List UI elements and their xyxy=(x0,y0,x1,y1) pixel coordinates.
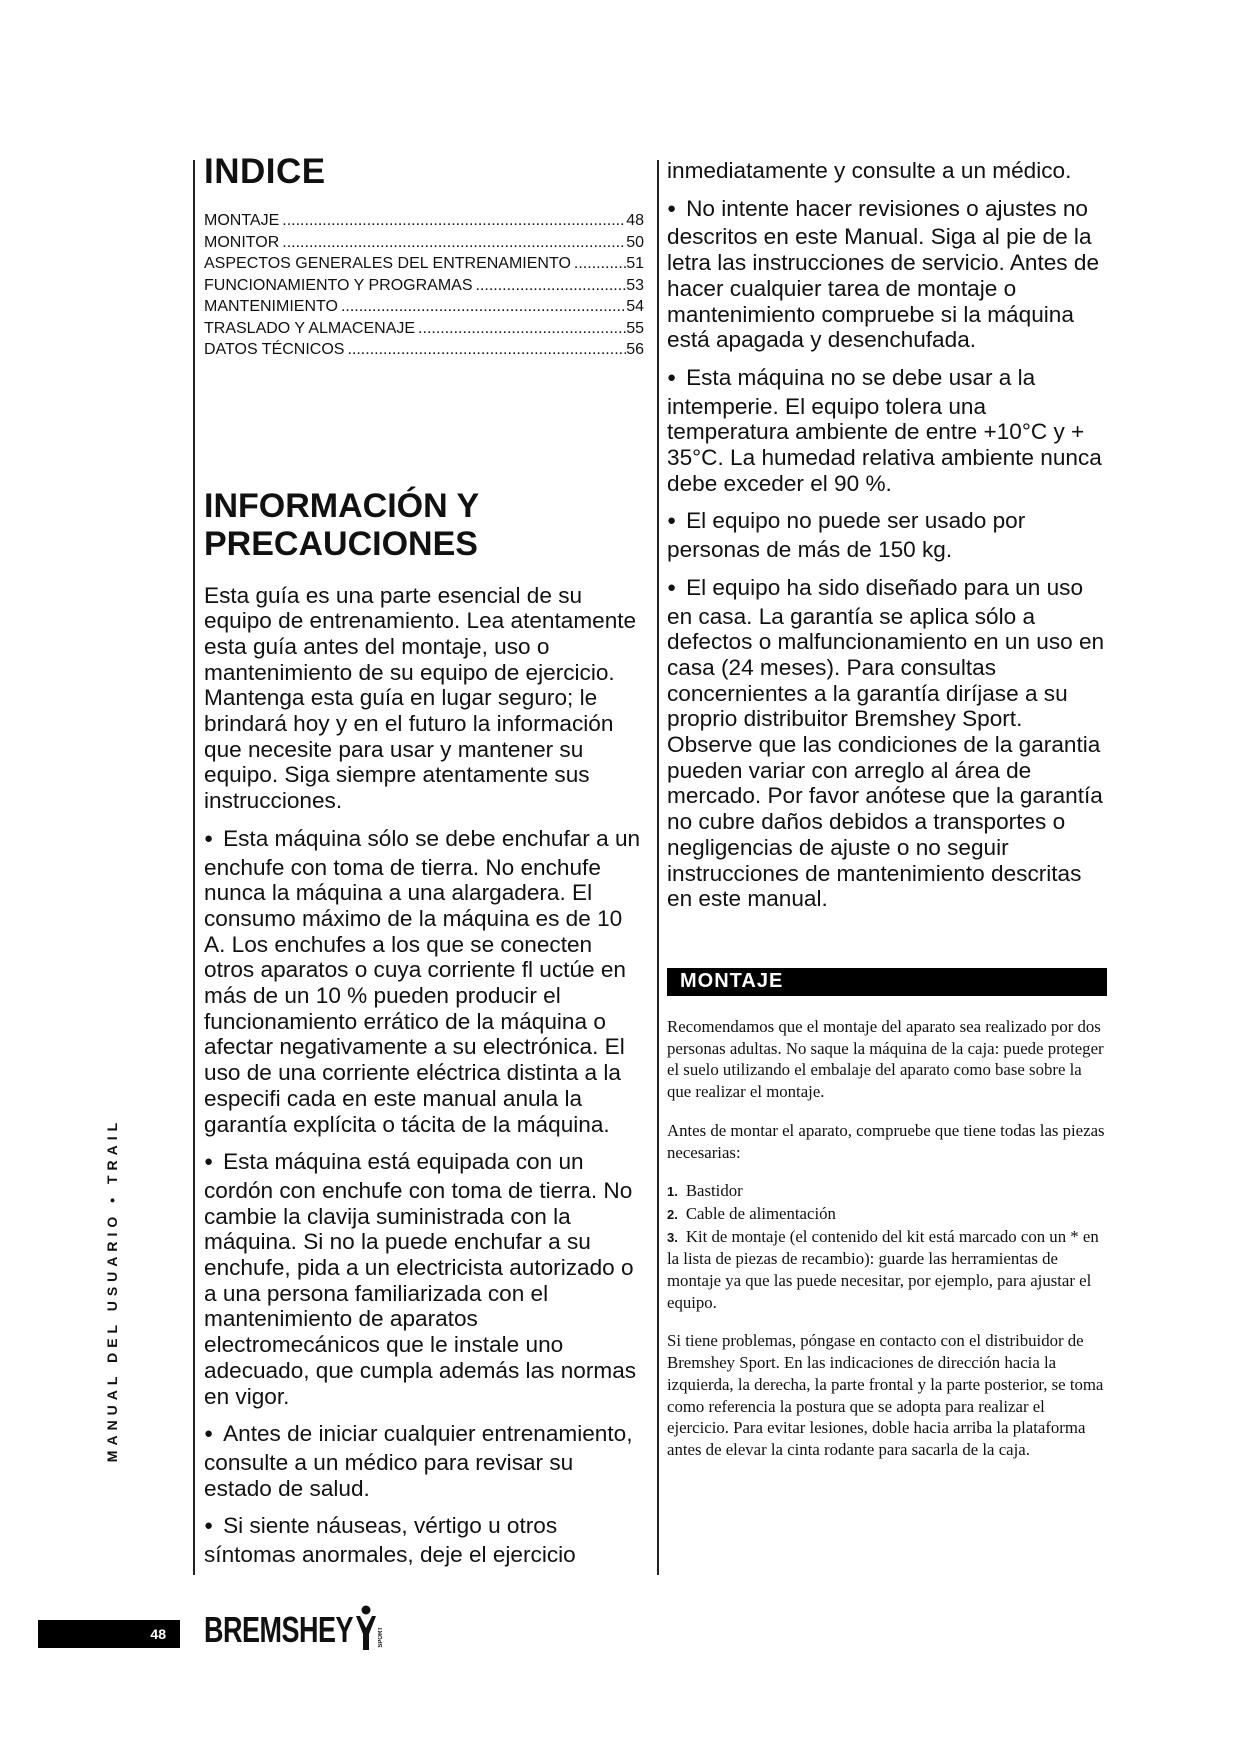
figure-logo-icon xyxy=(355,1604,377,1650)
toc-item-mantenimiento: MANTENIMIENTO ..... 54 xyxy=(204,296,644,318)
list-item: 2. Cable de alimentación xyxy=(667,1203,836,1223)
brand-logo xyxy=(204,1600,384,1650)
bullet-medico: ● Antes de iniciar cualquier entrenamiento, consulte a un médico para revisar su estado de salud. xyxy=(204,1421,644,1501)
toc-title: INDICE xyxy=(204,152,326,191)
bullet-peso: ● El equipo no puede ser usado por personas de más de 150 kg. xyxy=(667,508,1107,562)
middle-column-rule xyxy=(657,160,659,1575)
left-column-rule xyxy=(193,160,195,1575)
montaje-paragraph-2: Antes de montar el aparato, compruebe que tiene todas las piezas necesarias: xyxy=(667,1120,1105,1162)
montaje-heading: MONTAJE xyxy=(667,968,1107,996)
info-title: INFORMACIÓN Y PRECAUCIONES xyxy=(204,486,480,563)
right-column xyxy=(667,158,1107,1478)
side-label: MANUAL DEL USUARIO • TRAIL xyxy=(104,1117,120,1463)
montaje-paragraph-1: Recomendamos que el montaje del aparato sea realizado por dos personas adultas. No saque la máquina de la caja: puede proteger el suelo utilizando el embalaje del aparato como base sobre la que realizar el montaje. xyxy=(667,1016,1104,1102)
toc-item-montaje: MONTAJE ..... 48 xyxy=(204,210,644,232)
page-number-bar xyxy=(38,1620,180,1648)
toc-item-aspectos: ASPECTOS GENERALES DEL ENTRENAMIENTO ..... 51 xyxy=(204,253,644,275)
bullet-revisiones: ● No intente hacer revisiones o ajustes no descritos en este Manual. Siga al pie de la letra las instrucciones de servicio. Antes de hacer cualquier tarea de montaje o mantenimiento compruebe si la máquina está apagada y desenchufada. xyxy=(667,196,1107,353)
logo-sport-text: SPORT xyxy=(378,1627,385,1648)
parts-list xyxy=(667,1180,1107,1313)
bullet-enchufe: ● Esta máquina sólo se debe enchufar a un enchufe con toma de tierra. No enchufe nunca la máquina a una alargadera. El consumo máximo de la máquina es de 10 A. Los enchufes a los que se conecten otros aparatos o cuya corriente fl uctúe en más de un 10 % pueden producir el funcionamiento errático de la máquina o afectar negativamente a su electrónica. El uso de una corriente eléctrica distinta a la especifi cada en este manual anula la garantía explícita o tácita de la máquina. xyxy=(204,826,644,1137)
toc-item-traslado: TRASLADO Y ALMACENAJE ..... 55 xyxy=(204,318,644,340)
toc-item-monitor: MONITOR ..... 50 xyxy=(204,232,644,254)
bullet-cordon: ● Esta máquina está equipada con un cordón con enchufe con toma de tierra. No cambie la clavija suministrada con la máquina. Si no la puede enchufar a su enchufe, pida a un electricista autorizado o a una persona familiarizada con el mantenimiento de aparatos electromecánicos que le instale uno adecuado, que cumpla además las normas en vigor. xyxy=(204,1149,644,1409)
bullet-intemperie: ● Esta máquina no se debe usar a la intemperie. El equipo tolera una temperatura ambiente de entre +10°C y + 35°C. La humedad relativa ambiente nunca debe exceder el 90 %. xyxy=(667,365,1107,497)
page-number: 48 xyxy=(150,1626,166,1642)
logo-text: BREMSHEY xyxy=(204,1609,354,1650)
montaje-paragraph-3: Si tiene problemas, póngase en contacto con el distribuidor de Bremshey Sport. En las indicaciones de dirección hacia la izquierda, la derecha, la parte frontal y la parte posterior, se toma como referencia la postura que se adopta para realizar el ejercicio. Para evitar lesiones, doble hacia arriba la plataforma antes de elevar la cinta rodante para sacarla de la caja. xyxy=(667,1331,1104,1459)
list-item: 1. Bastidor xyxy=(667,1181,743,1201)
list-item: 3. Kit de montaje (el contenido del kit está marcado con un * en la lista de piezas de recambio): guarde las herramientas de montaje ya que las puede necesitar, por ejemplo, para ajustar el equipo. xyxy=(667,1226,1099,1312)
left-column xyxy=(204,152,644,1580)
info-intro: Esta guía es una parte esencial de su equipo de entrenamiento. Lea atentamente esta guía antes del montaje, uso o mantenimiento de su equipo de ejercicio. Mantenga esta guía en lugar seguro; le brindará hoy y en el futuro la información que necesite para usar y mantener su equipo. Siga siempre atentamente sus instrucciones. xyxy=(204,582,637,814)
bullet-nauseas: ● Si siente náuseas, vértigo u otros síntomas anormales, deje el ejercicio xyxy=(204,1513,644,1567)
table-of-contents xyxy=(204,210,644,361)
continuation-text: inmediatamente y consulte a un médico. xyxy=(667,158,1072,183)
bullet-garantia: ● El equipo ha sido diseñado para un uso en casa. La garantía se aplica sólo a defectos o malfuncionamiento en un uso en casa (24 meses). Para consultas concernientes a la garantía diríjase a su proprio distribuitor Bremshey Sport. Observe que las condiciones de la garantia pueden variar con arreglo al área de mercado. Por favor anótese que la garantía no cubre daños debidos a transportes o negligencias de ajuste o no seguir instrucciones de mantenimiento descritas en este manual. xyxy=(667,575,1107,912)
toc-item-datos: DATOS TÉCNICOS ..... 56 xyxy=(204,339,644,361)
toc-item-funcionamiento: FUNCIONAMIENTO Y PROGRAMAS ..... 53 xyxy=(204,275,644,297)
